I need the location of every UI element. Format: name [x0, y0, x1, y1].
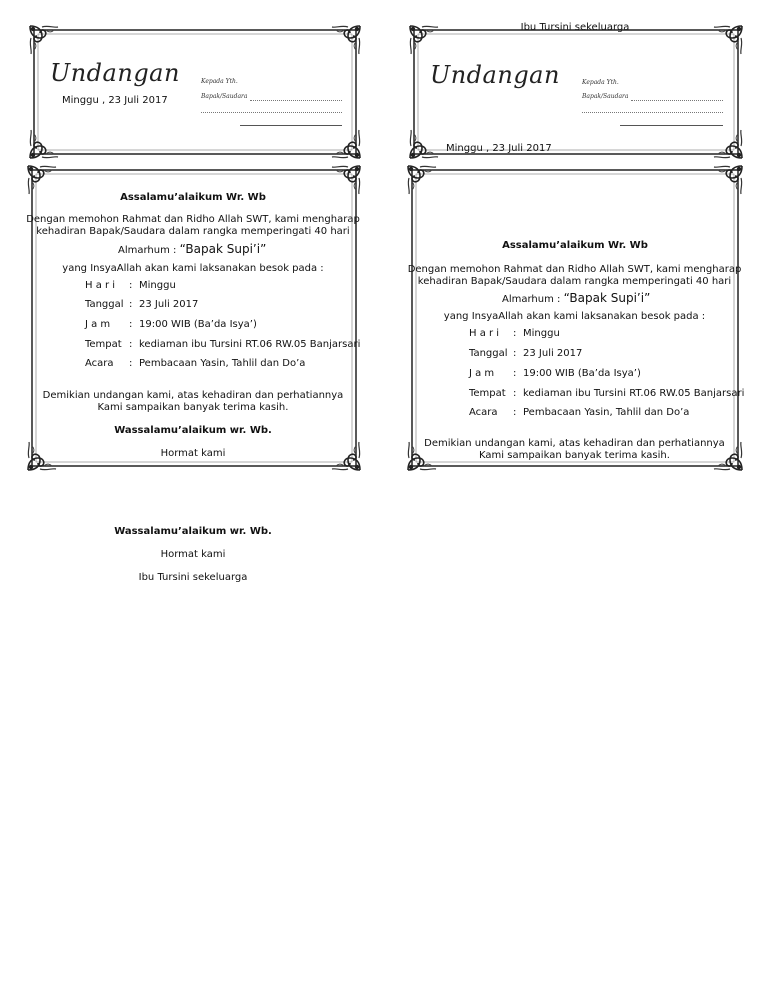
besok-line: yang InsyaAllah akan kami laksanakan besok pada : — [443, 311, 706, 322]
detail-sep: : — [129, 280, 133, 291]
envelope-card-right — [408, 24, 744, 160]
intro-line-2: kehadiran Bapak/Saudara dalam rangka memperingati 40 hari — [417, 276, 732, 287]
envelope-date: Minggu , 23 Juli 2017 — [62, 95, 168, 106]
detail-value: Pembacaan Yasin, Tahlil dan Do’a — [523, 407, 690, 418]
address-line — [240, 125, 342, 126]
address-dotted-line — [250, 100, 342, 101]
almarhum-row — [502, 292, 650, 306]
address-line — [620, 125, 723, 126]
detail-value: Pembacaan Yasin, Tahlil dan Do’a — [139, 358, 306, 369]
hormat-kami-overflow: Hormat kami — [160, 549, 226, 560]
closing-line-2: Kami sampaikan banyak terima kasih. — [97, 402, 289, 413]
detail-label: J a m — [85, 319, 111, 330]
envelope-date: Minggu , 23 Juli 2017 — [446, 143, 552, 154]
almarhum-row — [118, 243, 266, 257]
detail-sep: : — [129, 319, 133, 330]
detail-value: 23 Juli 2017 — [523, 348, 583, 359]
stray-signature-top: Ibu Tursini sekeluarga — [520, 22, 630, 33]
detail-value: 23 Juli 2017 — [139, 299, 199, 310]
detail-sep: : — [129, 339, 133, 350]
almarhum-name: “Bapak Supi’i” — [563, 291, 651, 305]
address-dotted-line — [582, 112, 723, 113]
detail-value: Minggu — [523, 328, 560, 339]
bapak-label: Bapak/Saudara — [201, 93, 248, 100]
envelope-card-left — [28, 24, 362, 160]
closing-line-1: Demikian undangan kami, atas kehadiran dan perhatiannya — [424, 438, 725, 449]
ornamental-frame — [408, 24, 744, 160]
farewell-overflow: Wassalamu’alaikum wr. Wb. — [114, 526, 272, 537]
detail-sep: : — [513, 368, 517, 379]
kepada-label: Kepada Yth. — [201, 78, 238, 85]
ornamental-frame — [28, 24, 362, 160]
almarhum-label: Almarhum : — [118, 245, 177, 256]
farewell: Wassalamu’alaikum wr. Wb. — [114, 425, 272, 436]
intro-line-2: kehadiran Bapak/Saudara dalam rangka memperingati 40 hari — [36, 226, 350, 237]
detail-label: Tempat — [85, 339, 122, 350]
detail-label: Tanggal — [469, 348, 508, 359]
detail-label: Tempat — [469, 388, 506, 399]
intro-line-1: Dengan memohon Rahmat dan Ridho Allah SWT, kami mengharap — [26, 214, 360, 225]
greeting: Assalamu’alaikum Wr. Wb — [502, 240, 648, 251]
detail-value: kediaman ibu Tursini RT.06 RW.05 Banjarsari — [139, 339, 361, 350]
detail-label: J a m — [469, 368, 495, 379]
envelope-title: Undangan — [50, 59, 180, 87]
hormat-kami: Hormat kami — [160, 448, 226, 459]
detail-sep: : — [513, 388, 517, 399]
almarhum-name: “Bapak Supi’i” — [179, 242, 267, 256]
detail-value: 19:00 WIB (Ba’da Isya’) — [139, 319, 257, 330]
bapak-label: Bapak/Saudara — [582, 93, 629, 100]
address-dotted-line — [201, 112, 342, 113]
besok-line: yang InsyaAllah akan kami laksanakan besok pada : — [62, 263, 324, 274]
detail-sep: : — [513, 328, 517, 339]
greeting: Assalamu’alaikum Wr. Wb — [120, 192, 266, 203]
detail-label: Acara — [469, 407, 498, 418]
detail-label: Acara — [85, 358, 114, 369]
closing-line-1: Demikian undangan kami, atas kehadiran dan perhatiannya — [42, 390, 344, 401]
almarhum-label: Almarhum : — [502, 294, 561, 305]
signature-overflow: Ibu Tursini sekeluarga — [138, 572, 248, 583]
detail-sep: : — [129, 299, 133, 310]
detail-value: kediaman ibu Tursini RT.06 RW.05 Banjarsari — [523, 388, 745, 399]
detail-sep: : — [129, 358, 133, 369]
intro-line-1: Dengan memohon Rahmat dan Ridho Allah SWT, kami mengharap — [407, 264, 742, 275]
closing-line-2: Kami sampaikan banyak terima kasih. — [479, 450, 670, 461]
address-dotted-line — [631, 100, 723, 101]
envelope-title: Undangan — [430, 61, 560, 89]
detail-sep: : — [513, 407, 517, 418]
kepada-label: Kepada Yth. — [582, 79, 619, 86]
detail-value: 19:00 WIB (Ba’da Isya’) — [523, 368, 641, 379]
detail-label: H a r i — [85, 280, 116, 291]
detail-value: Minggu — [139, 280, 176, 291]
detail-sep: : — [513, 348, 517, 359]
detail-label: H a r i — [469, 328, 500, 339]
detail-label: Tanggal — [85, 299, 124, 310]
